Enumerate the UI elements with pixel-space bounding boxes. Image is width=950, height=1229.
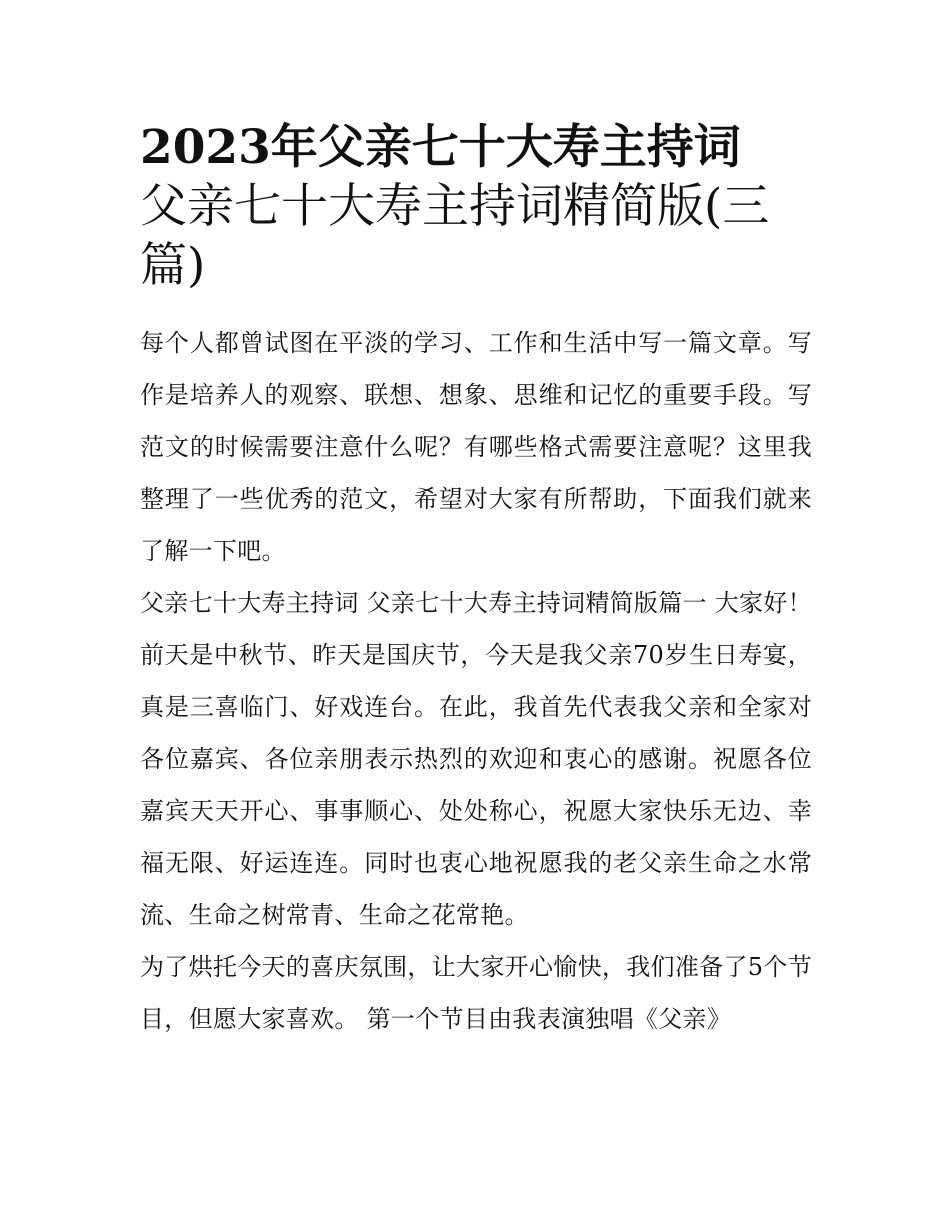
document-title [140, 118, 812, 295]
title-line-1: 2023年父亲七十大寿主持词 [140, 120, 741, 175]
title-line-2: 父亲七十大寿主持词精简版(三篇) [140, 179, 770, 293]
paragraph-opening-speech: 前天是中秋节、昨天是国庆节，今天是我父亲70岁生日寿宴，真是三喜临门、好戏连台。在此，我首先代表我父亲和全家对各位嘉宾、各位亲朋表示热烈的欢迎和衷心的感谢。祝愿各位嘉宾天天开心、事事顺心、处处称心，祝愿大家快乐无边、幸福无限、好运连连。同时也衷心地祝愿我的老父亲生命之水常流、生命之树常青、生命之花常艳。 [140, 641, 812, 929]
paragraph-greeting: 父亲七十大寿主持词 父亲七十大寿主持词精简版篇一 大家好！ [140, 589, 812, 617]
paragraph-intro: 每个人都曾试图在平淡的学习、工作和生活中写一篇文章。写作是培养人的观察、联想、想象、思维和记忆的重要手段。写范文的时候需要注意什么呢？有哪些格式需要注意呢？这里我整理了一些优秀的范文，希望对大家有所帮助，下面我们就来了解一下吧。 [140, 329, 812, 565]
document-body [140, 317, 812, 1045]
paragraph-program-intro: 为了烘托今天的喜庆氛围，让大家开心愉快，我们准备了5个节目，但愿大家喜欢。 第一个节目由我表演独唱《父亲》 [140, 953, 812, 1033]
document-page [140, 118, 812, 1045]
